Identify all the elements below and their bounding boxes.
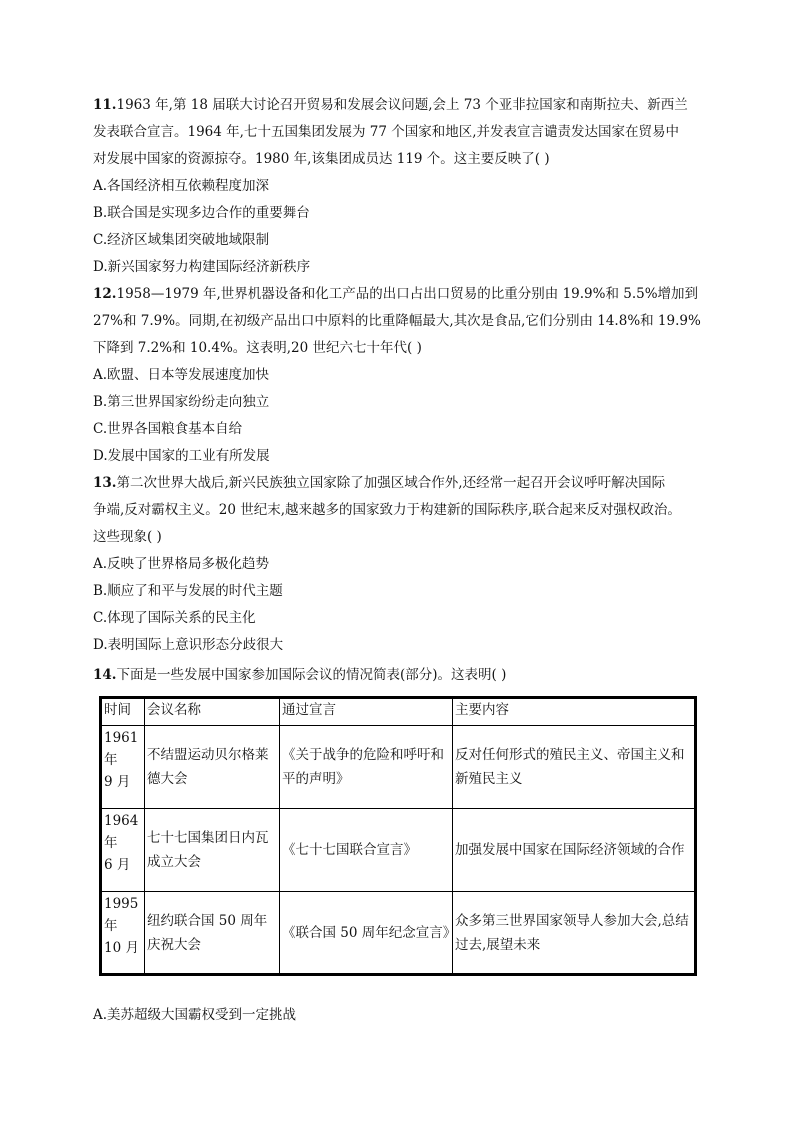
q11-line-1 bbox=[93, 95, 688, 115]
q11-option-d: D.新兴国家努力构建国际经济新秩序 bbox=[93, 259, 311, 275]
q12-option-c: C.世界各国粮食基本自给 bbox=[93, 421, 243, 437]
q13-text-1: 第二次世界大战后,新兴民族独立国家除了加强区域合作外,还经常一起召开会议呼吁解决国际 bbox=[116, 475, 666, 491]
table-row bbox=[101, 892, 696, 975]
table-cell-meeting: 不结盟运动贝尔格莱德大会 bbox=[145, 726, 280, 809]
table-row bbox=[101, 726, 696, 809]
table-cell-meeting: 七十七国集团日内瓦成立大会 bbox=[145, 809, 280, 892]
table-header-time: 时间 bbox=[101, 698, 145, 726]
q12-option-a: A.欧盟、日本等发展速度加快 bbox=[93, 367, 270, 383]
q11-number: 11. bbox=[93, 97, 117, 113]
q13-line-2: 争端,反对霸权主义。20 世纪末,越来越多的国家致力于构建新的国际秩序,联合起来反对强权政治。 bbox=[93, 502, 681, 518]
conference-table bbox=[99, 696, 697, 976]
table-cell-time: 1961 年 9 月 bbox=[101, 726, 145, 809]
q11-text-1: 1963 年,第 18 届联大讨论召开贸易和发展会议问题,会上 73 个亚非拉国家和南斯拉夫、新西兰 bbox=[116, 97, 688, 113]
table-cell-declaration: 《七十七国联合宣言》 bbox=[280, 809, 453, 892]
table-header-meeting: 会议名称 bbox=[145, 698, 280, 726]
table-row bbox=[101, 809, 696, 892]
q14-line-1 bbox=[93, 665, 506, 685]
q12-option-d: D.发展中国家的工业有所发展 bbox=[93, 448, 270, 464]
q13-line-1 bbox=[93, 473, 665, 493]
q12-line-1 bbox=[93, 284, 698, 304]
q11-option-a: A.各国经济相互依赖程度加深 bbox=[93, 178, 270, 194]
q13-line-3: 这些现象( ) bbox=[93, 529, 162, 545]
table-cell-declaration: 《联合国 50 周年纪念宣言》 bbox=[280, 892, 453, 975]
q12-number: 12. bbox=[93, 286, 117, 302]
q11-option-b: B.联合国是实现多边合作的重要舞台 bbox=[93, 205, 310, 221]
table-header-row bbox=[101, 698, 696, 726]
table-cell-time: 1995 年 10 月 bbox=[101, 892, 145, 975]
table-cell-content: 众多第三世界国家领导人参加大会,总结过去,展望未来 bbox=[453, 892, 696, 975]
table-header-declaration: 通过宣言 bbox=[280, 698, 453, 726]
q13-number: 13. bbox=[93, 475, 117, 491]
q13-option-b: B.顺应了和平与发展的时代主题 bbox=[93, 583, 283, 599]
table-cell-declaration: 《关于战争的危险和呼吁和平的声明》 bbox=[280, 726, 453, 809]
q13-option-a: A.反映了世界格局多极化趋势 bbox=[93, 556, 270, 572]
table-cell-content: 加强发展中国家在国际经济领域的合作 bbox=[453, 809, 696, 892]
q12-option-b: B.第三世界国家纷纷走向独立 bbox=[93, 394, 270, 410]
q13-option-d: D.表明国际上意识形态分歧很大 bbox=[93, 637, 284, 653]
q14-text-1: 下面是一些发展中国家参加国际会议的情况简表(部分)。这表明( ) bbox=[116, 667, 507, 683]
q13-option-c: C.体现了国际关系的民主化 bbox=[93, 610, 256, 626]
table-header-content: 主要内容 bbox=[453, 698, 696, 726]
q12-line-3: 下降到 7.2%和 10.4%。这表明,20 世纪六七十年代( ) bbox=[93, 340, 422, 356]
q14-option-a: A.美苏超级大国霸权受到一定挑战 bbox=[93, 1007, 297, 1023]
q11-option-c: C.经济区域集团突破地域限制 bbox=[93, 232, 270, 248]
q11-line-3: 对发展中国家的资源掠夺。1980 年,该集团成员达 119 个。这主要反映了( ) bbox=[93, 151, 550, 167]
q12-line-2: 27%和 7.9%。同期,在初级产品出口中原料的比重降幅最大,其次是食品,它们分别由 14.8%和 19.9% bbox=[93, 313, 701, 329]
table-cell-content: 反对任何形式的殖民主义、帝国主义和新殖民主义 bbox=[453, 726, 696, 809]
q14-number: 14. bbox=[93, 667, 117, 683]
table-cell-meeting: 纽约联合国 50 周年庆祝大会 bbox=[145, 892, 280, 975]
q12-text-1: 1958—1979 年,世界机器设备和化工产品的出口占出口贸易的比重分别由 19.9%和 5.5%增加到 bbox=[116, 286, 699, 302]
q11-line-2: 发表联合宣言。1964 年,七十五国集团发展为 77 个国家和地区,并发表宣言谴责发达国家在贸易中 bbox=[93, 124, 679, 140]
table-cell-time: 1964 年 6 月 bbox=[101, 809, 145, 892]
